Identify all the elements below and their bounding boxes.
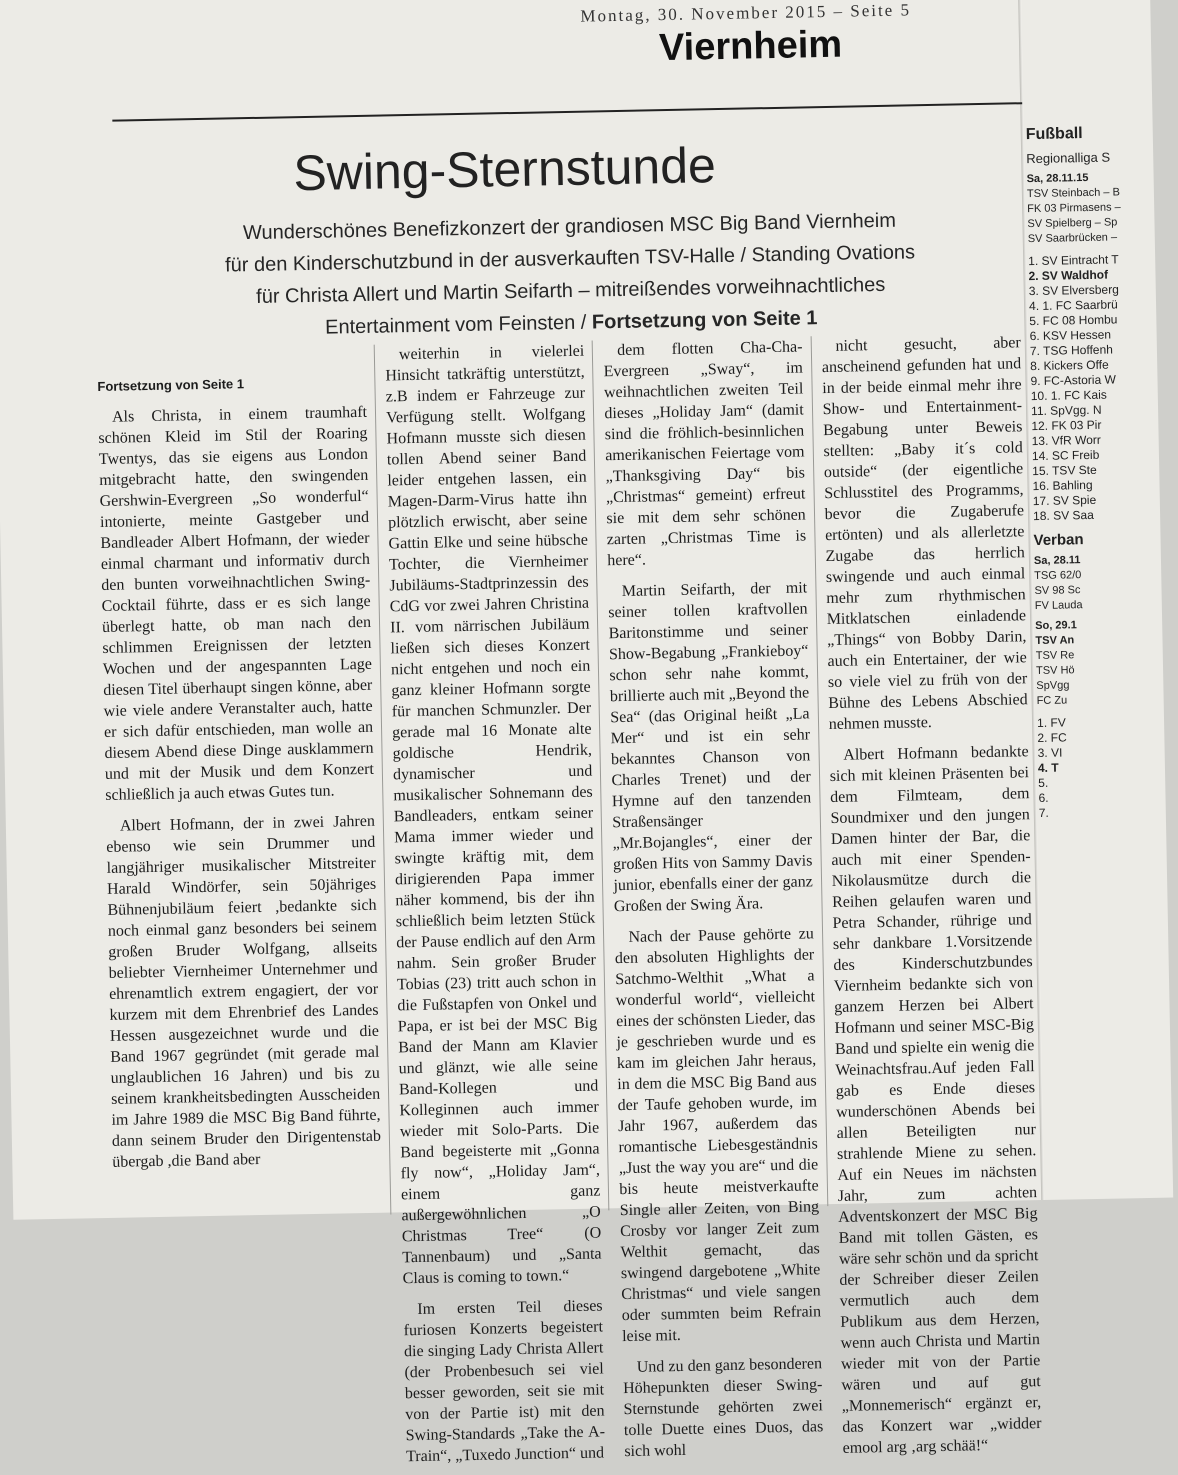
sidebar-league-2: Verban <box>1033 531 1084 550</box>
sidebar-title: Fußball <box>1025 125 1083 144</box>
table-row: 11. SpVgg. N <box>1030 402 1102 419</box>
paragraph: nicht gesucht, aber anscheinend gefunden hat und in der beide einmal mehr ihre Show- und Entertainment-Begabung unter Beweis stellten: „Baby it´s cold outside“ (der eigentliche Schlusstitel des Programms, bevor die Zugaberufe ertönten) und als allerletzte Zugabe das herrlich swingende und auch einmal mehr zum rhythmischen Mitklatschen einladende „Things“ von Bobby Darin, auch ein Entertainer, der wie so viele viel zu früh von der Bühne des Lebens Abschied nehmen musste. <box>821 334 1028 734</box>
table-row: 5. <box>1038 775 1049 791</box>
table-row: 7. <box>1038 805 1049 821</box>
table-row: 6. <box>1038 790 1049 806</box>
result-row: FC Zu <box>1036 694 1068 708</box>
table-row: 2. FC <box>1037 730 1067 746</box>
result-row: TSV An <box>1035 634 1075 648</box>
table-row: 13. VfR Worr <box>1031 432 1101 449</box>
column-2 <box>385 340 610 1466</box>
table-row: 5. FC 08 Hombu <box>1029 312 1118 329</box>
header-rule <box>112 102 1022 121</box>
result-row: SpVgg <box>1036 679 1070 693</box>
paragraph: Martin Seifarth, der mit seiner tollen kraftvollen Baritonstimme und seiner Show-Begabung „Frankieboy“ schon sehr nahe kommt, brillierte auch mit „Beyond the Sea“ (das Original heißt „La Mer“ und ist ein sehr bekanntes Chanson von Charles Trenet) und der Hymne auf den tanzenden Straßensänger „Mr.Bojangles“, einer der großen Hits von Sammy Davis junior, ebenfalls einer der ganz Großen der Swing Ära. <box>608 579 813 916</box>
paragraph: weiterhin in vielerlei Hinsicht tatkräftig unterstützt, z.B indem er Fahrzeuge zur Verfügung stellt. Wolfgang Hofmann musste sich diesen tollen Abend seiner Band leider entgehen lassen, ein Magen-Darm-Virus hatte ihn plötzlich erwischt, aber seine Gattin Elke und seine hübsche Tochter, die Viernheimer Jubiläums-Stadtprinzessin des CdG vor zwei Jahren Christina II. vom närrischen Jubiläum ließen sich dieses Konzert nicht entgehen und noch ein ganz kleiner Hofmann sorgte für manchen Schmunzler. Der gerade mal 16 Monate alte goldische Hendrik, dynamischer und musikalischer Sohnemann des Bandleaders, entkam seiner Mama immer wieder und swingte kräftig mit, dem dirigierenden Papa immer näher kommend, bis der ihn schließlich beim letzten Stück der Pause endlich auf den Arm nahm. Sein großer Bruder Tobias (23) tritt auch schon in die Fußstapfen von Onkel und Papa, er ist bei der MSC Big Band der Mann am Klavier und glänzt, wie alle seine Band-Kollegen und Kolleginnen auch immer wieder mit Solo-Parts. Die Band begeisterte mit „Gonna fly now“, „Holiday Jam“, einem ganz außergewöhnlichen „O Christmas Tree“ (O Tannenbaum) und „Santa Claus is coming to town.“ <box>385 342 602 1288</box>
result-row: TSV Hö <box>1035 664 1075 678</box>
table-row: 9. FC-Astoria W <box>1030 372 1116 389</box>
paragraph: Als Christa, in einem traumhaft schönen Kleid im Stil der Roaring Twentys, das sie eigens aus London mitgebracht hatte, den swingenden Gershwin-Evergreen „So wonderful“ intonierte, meinte Gastgeber und Bandleader Albert Hofmann, der wieder einmal charmant und informativ durch den bunten vorweihnachtlichen Swing-Cocktail führte, dass er es sich lange überlegt hatte, ob man nach den schlimmen Ereignissen der letzten Wochen und der angespannten Lage diesen Titel überhaupt singen könne, aber wie viele andere Veranstalter auch, hatte er sich dafür entschieden, man wolle an diesem Abend diese Dinge ausklammern und mit der Musik und dem Konzert schließlich ja auch etwas Gutes tun. <box>98 403 375 804</box>
paragraph: Albert Hofmann, der in zwei Jahren ebenso wie sein Drummer und langjähriger musikalischer Mitstreiter Harald Windörfer, sein 50jähriges Bühnenjubiläum feiert ,bedankte sich noch einmal ganz besonders bei seinem großen Bruder Wolfgang, allseits beliebter Viernheimer Unternehmer und ehrenamtlich extrem engagiert, der vor kurzem mit dem Ehrenbrief des Landes Hessen ausgezeichnet wurde und die Band 1967 gegründet (mit gerade mal unglaublichen 16 Jahren) und bis zu seinem krankheitsbedingten Ausscheiden im Jahre 1989 die MSC Big Band führte, dann seinem Bruder den Dirigentenstab übergab ,die Band aber <box>106 812 382 1171</box>
result-row: FK 03 Pirmasens – <box>1027 201 1121 216</box>
subhead-line: Wunderschönes Benefizkonzert der grandiosen MSC Big Band Viernheim <box>242 209 897 245</box>
paragraph: Albert Hofmann bedankte sich mit kleinen Präsenten bei dem Filmteam, dem Soundmixer und den jungen Damen hinter der Bar, die auch mit einer Spenden-Nikolausmütze durch die Reihen gelaufen waren und Petra Schander, rührige und sehr dankbare 1.Vorsitzende des Kinderschutzbundes Viernheim bedankte sich von ganzem Herzen bei Albert Hofmann und seiner MSC-Big Band und spielte ein wenig die Weinachtsfrau.Auf jeden Fall gab es Ende dieses wunderschönen Abends bei allen Beteiligten nur strahlende Miene zu sehen. Auf ein Neues im nächsten Jahr, zum achten Adventskonzert der MSC Big Band mit tollen Gästen, es wäre sehr schön und da spricht der Schreiber dieser Zeilen vermutlich auch dem Publikum aus dem Herzen, wenn auch Christa und Martin wieder mit von der Partie wären und auf gut „Monnemerisch“ ergänzt er, das Konzert war „widder emool arg ‚arg schää!“ <box>829 743 1042 1457</box>
table-row: 2. SV Waldhof <box>1028 267 1109 284</box>
sidebar-date: So, 29.1 <box>1035 619 1077 633</box>
paragraph: dem flotten Cha-Cha-Evergreen „Sway“, im weihnachtlichen zweiten Teil dieses „Holiday Jam“ (damit sind die fröhlich-besinnlichen amerikanischen Feiertage vom „Thanksgiving Day“ bis „Christmas“ gemeint) erfreut sie mit dem sehr schönen zarten „Christmas Time is here“. <box>603 338 807 570</box>
sidebar-date: Sa, 28.11.15 <box>1026 171 1089 186</box>
article-headline: Swing-Sternstunde <box>292 137 717 202</box>
table-row: 14. SC Freib <box>1031 447 1100 464</box>
table-row: 1. SV Eintracht T <box>1028 252 1119 269</box>
league-table <box>1028 252 1160 524</box>
table-row: 12. FK 03 Pir <box>1031 417 1102 434</box>
result-row: TSV Re <box>1035 649 1075 663</box>
result-row: SV 98 Sc <box>1034 584 1081 598</box>
paragraph: Nach der Pause gehörte zu den absoluten Highlights der Satchmo-Welthit „What a wonderful world“, vielleicht eines der schönsten Lieder, das je geschrieben wurde und es kam im gleichen Jahr heraus, in dem die MSC Big Band aus der Taufe gehoben wurde, im Jahr 1967, außerdem das romantische Liebesgeständnis „Just the way you are“ und die bis heute meistverkaufte Single aller Zeiten, von Bing Crosby vor langer Zeit zum Welthit gemacht, das swingend dargebotene „White Christmas“ und viele sangen oder summten beim Refrain leise mit. <box>614 925 822 1346</box>
continuation-kicker: Fortsetzung von Seite 1 <box>97 376 245 395</box>
column-1 <box>17 345 392 1222</box>
paragraph: Und zu den ganz besonderen Höhepunkten dieser Swing-Sternstunde gehörten zwei tolle Duette eines Duos, das sich wohl <box>622 1355 824 1461</box>
subhead-line: für Christa Allert und Martin Seifarth – mitreißendes vorweihnachtliches <box>255 273 886 308</box>
table-row: 6. KSV Hessen <box>1029 327 1112 344</box>
subhead-bold: Fortsetzung von Seite 1 <box>591 307 818 334</box>
subhead-plain: Entertainment vom Feinsten / <box>324 311 593 339</box>
results-list <box>1027 185 1155 246</box>
result-row: TSG 62/0 <box>1034 569 1082 583</box>
table-row: 1. FV <box>1036 715 1066 731</box>
table-row: 4. 1. FC Saarbrü <box>1028 297 1118 314</box>
result-row: TSV Steinbach – B <box>1026 186 1120 201</box>
table-row: 3. VI <box>1037 745 1063 761</box>
table-row: 4. T <box>1037 760 1059 776</box>
article-subheadline <box>114 202 1026 347</box>
result-row: FV Lauda <box>1034 599 1083 613</box>
league-table-2 <box>1037 714 1166 821</box>
date-line: Montag, 30. November 2015 – Seite 5 <box>580 0 912 26</box>
sidebar-league: Regionalliga S <box>1026 149 1111 167</box>
paragraph: Im ersten Teil dieses furiosen Konzerts begeistert die singing Lady Christa Allert (der Probenbesuch sei viel besser geworden, seit sie mit von der Partie ist) mit den Swing-Standards „Take the A-Train“, „Tuxedo Junction“ und <box>403 1297 606 1466</box>
table-row: 18. SV Saa <box>1032 507 1094 524</box>
table-row: 15. TSV Ste <box>1032 462 1097 479</box>
sports-sidebar <box>1025 118 1173 1200</box>
sidebar-date: Sa, 28.11 <box>1033 554 1081 568</box>
table-row: 16. Bahling <box>1032 477 1093 494</box>
table-row: 7. TSG Hoffenh <box>1029 342 1114 359</box>
column-3 <box>603 336 828 1461</box>
table-row: 10. 1. FC Kais <box>1030 387 1107 404</box>
result-row: SV Spielberg – Sp <box>1027 216 1118 231</box>
result-row: SV Saarbrücken – <box>1027 231 1118 246</box>
article-body <box>17 332 1046 1466</box>
subhead-line: für den Kinderschutzbund in der ausverkauften TSV-Halle / Standing Ovations <box>224 241 916 277</box>
table-row: 3. SV Elversberg <box>1028 282 1119 299</box>
local-section-title: Viernheim <box>658 23 843 70</box>
table-row: 17. SV Spie <box>1032 492 1097 509</box>
table-row: 8. Kickers Offe <box>1030 357 1109 374</box>
column-4 <box>821 332 1045 1457</box>
